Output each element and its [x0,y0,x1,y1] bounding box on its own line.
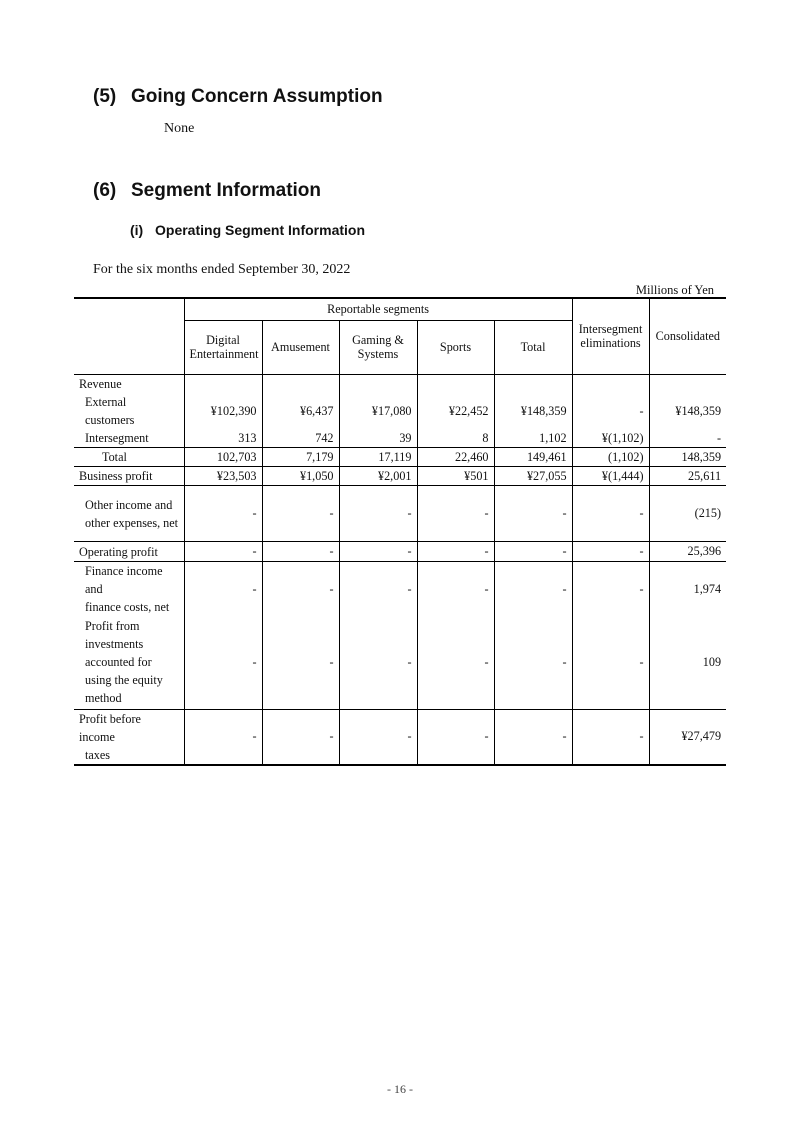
cell-intersegment-sports: 8 [417,429,494,448]
cell-external-consolidated: ¥148,359 [675,403,722,418]
row-label-intersegment: Intersegment [74,429,184,448]
segment-table [74,297,726,766]
cell-business-consolidated: 25,611 [649,467,726,486]
row-label-business: Business profit [74,467,184,486]
cell-other-amusement: - [262,486,339,542]
cell-pbt-sports: - [417,709,494,765]
col-header-consolidated: Consolidated [649,298,726,374]
table-row [74,562,726,617]
cell-total-digital: 102,703 [184,448,262,467]
section-6-number: (6) [93,180,117,201]
cell-operating-digital: - [184,542,262,562]
cell-finance-sports: - [417,562,494,617]
cell-other-elim: - [572,486,649,542]
cell-business-elim: ¥(1,444) [572,467,649,486]
row-label-revenue: Revenue [74,374,184,393]
cell-finance-consolidated: 1,974 [649,562,726,617]
cell-equity-gaming: - [339,616,417,709]
table-row [74,709,726,765]
cell-pbt-consolidated: ¥27,479 [649,709,726,765]
header-blank-cell [74,298,184,374]
cell-other-total: - [494,486,572,542]
cell-pbt-gaming: - [339,709,417,765]
cell-intersegment-digital: 313 [184,429,262,448]
row-label-finance: Finance income and finance costs, net [74,562,184,617]
cell-finance-elim: - [572,562,649,617]
cell-other-gaming: - [339,486,417,542]
cell-total-total: 149,461 [494,448,572,467]
subsection-title: Operating Segment Information [155,222,366,238]
cell-equity-elim: - [572,616,649,709]
section-5-title: Going Concern Assumption [131,86,383,107]
col-header-total: Total [494,320,572,374]
section-5-number: (5) [93,86,117,107]
cell-other-sports: - [417,486,494,542]
cell-intersegment-gaming: 39 [339,429,417,448]
cell-pbt-amusement: - [262,709,339,765]
cell-business-digital: ¥23,503 [184,467,262,486]
unit-label: Millions of Yen [635,283,714,297]
cell-finance-digital: - [184,562,262,617]
section-6-heading [93,180,321,202]
cell-finance-gaming: - [339,562,417,617]
table-row [74,429,726,448]
cell-intersegment-elim: ¥(1,102) [572,429,649,448]
cell-operating-total: - [494,542,572,562]
cell-other-digital: - [184,486,262,542]
cell-equity-sports: - [417,616,494,709]
cell-total-elim: (1,102) [572,448,649,467]
table-row [74,448,726,467]
table-row [74,374,726,393]
row-label-total: Total [74,448,184,467]
cell-business-total: ¥27,055 [494,467,572,486]
cell-pbt-total: - [494,709,572,765]
col-header-elim: Intersegment eliminations [572,298,649,374]
col-header-sports: Sports [417,320,494,374]
cell-pbt-digital: - [184,709,262,765]
subsection-number: (i) [130,222,144,238]
cell-operating-gaming: - [339,542,417,562]
cell-intersegment-consolidated: - [717,430,722,445]
cell-pbt-elim: - [572,709,649,765]
cell-equity-consolidated: 109 [702,654,722,669]
cell-operating-elim: - [572,542,649,562]
cell-total-sports: 22,460 [417,448,494,467]
reportable-segments-header: Reportable segments [184,298,572,320]
row-label-other: Other income and other expenses, net [74,486,184,542]
cell-total-consolidated: 148,359 [649,448,726,467]
table-row [74,393,726,429]
cell-external-gaming: ¥17,080 [339,393,417,429]
table-row [74,542,726,562]
going-concern-text: None [164,121,195,136]
cell-external-digital: ¥102,390 [184,393,262,429]
period-text: For the six months ended September 30, 2022 [93,262,351,277]
row-label-equity: Profit from investments accounted for using the equity method [74,616,184,709]
col-header-amusement: Amusement [262,320,339,374]
cell-operating-consolidated: 25,396 [649,542,726,562]
cell-operating-sports: - [417,542,494,562]
cell-equity-digital: - [184,616,262,709]
header-row-group [74,298,726,320]
cell-business-gaming: ¥2,001 [339,467,417,486]
cell-external-total: ¥148,359 [494,393,572,429]
cell-equity-total: - [494,616,572,709]
cell-intersegment-total: 1,102 [494,429,572,448]
col-header-digital: Digital Entertainment [184,320,262,374]
subsection-heading [130,222,365,238]
row-label-external: External customers [74,393,184,429]
cell-intersegment-amusement: 742 [262,429,339,448]
section-6-title: Segment Information [131,180,322,201]
cell-finance-total: - [494,562,572,617]
col-header-gaming: Gaming & Systems [339,320,417,374]
cell-finance-amusement: - [262,562,339,617]
page-number: - 16 - [387,1082,413,1096]
row-label-operating: Operating profit [74,542,184,562]
cell-business-amusement: ¥1,050 [262,467,339,486]
cell-business-sports: ¥501 [417,467,494,486]
cell-operating-amusement: - [262,542,339,562]
row-label-pbt: Profit before income taxes [74,709,184,765]
section-5-heading [93,86,383,108]
cell-external-amusement: ¥6,437 [262,393,339,429]
table-row [74,486,726,542]
table-row [74,467,726,486]
cell-equity-amusement: - [262,616,339,709]
cell-total-gaming: 17,119 [339,448,417,467]
cell-external-elim: - [572,393,649,429]
cell-other-consolidated: (215) [649,486,726,542]
cell-external-sports: ¥22,452 [417,393,494,429]
cell-total-amusement: 7,179 [262,448,339,467]
table-row [74,616,726,709]
